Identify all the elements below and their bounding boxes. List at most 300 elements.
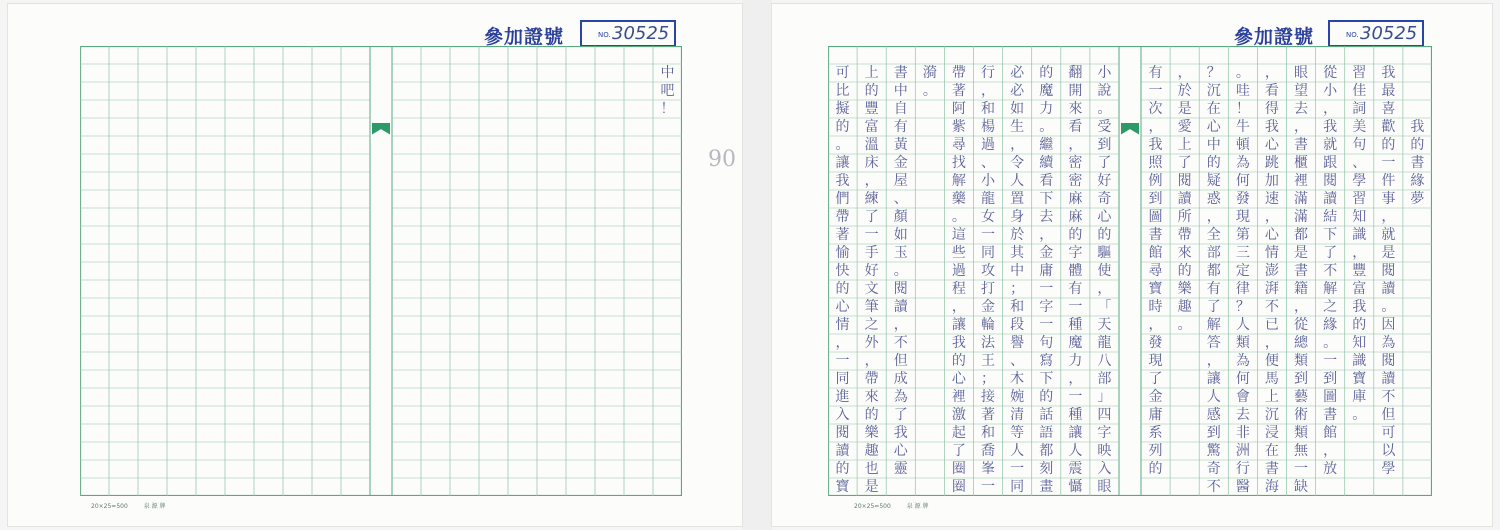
handwritten-char: 和 <box>981 100 996 117</box>
grid-format: 20×25=500 <box>854 503 891 510</box>
text-column <box>1199 46 1228 496</box>
handwritten-char: 行 <box>1235 460 1250 477</box>
handwritten-char: 系 <box>1148 424 1163 441</box>
handwritten-char: 於 <box>1010 226 1025 243</box>
handwritten-char: 解 <box>951 172 966 189</box>
handwritten-char: 說 <box>1097 82 1112 99</box>
handwritten-char: 哇 <box>1235 82 1250 99</box>
handwritten-char: 的 <box>835 460 850 477</box>
handwritten-char: 無 <box>1294 442 1309 459</box>
handwritten-char: 有 <box>893 118 908 135</box>
participant-number: 30525 <box>612 23 670 44</box>
handwritten-char: 玉 <box>893 244 908 261</box>
text-column <box>1345 46 1374 496</box>
handwritten-char: 清 <box>1010 406 1025 423</box>
handwritten-char: 不 <box>1323 262 1338 279</box>
text-column <box>1316 46 1345 496</box>
handwritten-char: ？ <box>1235 298 1250 315</box>
handwritten-char: 為 <box>1381 334 1396 351</box>
handwritten-char: 喜 <box>1381 100 1396 117</box>
handwritten-char: 有 <box>1068 280 1083 297</box>
handwritten-char: 歡 <box>1381 118 1396 135</box>
handwritten-char: ， <box>981 82 996 99</box>
handwritten-char: 術 <box>1294 406 1309 423</box>
handwritten-char: ， <box>1206 208 1221 225</box>
handwritten-char: 著 <box>951 82 966 99</box>
handwritten-char: 的 <box>1039 388 1054 405</box>
handwritten-char: ； <box>981 370 996 387</box>
grid-format: 20×25=500 <box>91 503 128 510</box>
handwritten-char: 女 <box>981 208 996 225</box>
handwritten-char: ， <box>1294 298 1309 315</box>
handwritten-char: 澎 <box>1264 262 1279 279</box>
handwritten-char: 讓 <box>1068 424 1083 441</box>
handwritten-char: 我 <box>1264 118 1279 135</box>
handwritten-char: 滿 <box>1294 208 1309 225</box>
participant-number-label: 參加證號 <box>484 26 565 48</box>
handwritten-char: 豐 <box>864 100 879 117</box>
text-column <box>1003 46 1032 496</box>
handwritten-char: 我 <box>893 424 908 441</box>
handwritten-char: 閱 <box>1323 172 1338 189</box>
handwritten-char: 書 <box>893 64 908 81</box>
handwritten-char: 著 <box>981 406 996 423</box>
handwritten-char: 去 <box>1039 208 1054 225</box>
text-column <box>1287 46 1316 496</box>
handwritten-char: 疑 <box>1206 172 1221 189</box>
handwritten-char: 讓 <box>951 316 966 333</box>
handwritten-char: 圈 <box>951 460 966 477</box>
handwritten-char: 放 <box>1323 460 1338 477</box>
handwritten-char: 馬 <box>1264 370 1279 387</box>
handwritten-char: 懾 <box>1068 478 1083 495</box>
handwritten-char: 了 <box>1148 370 1163 387</box>
text-column <box>944 46 973 496</box>
handwritten-char: 發 <box>1148 334 1163 351</box>
handwritten-char: 裡 <box>951 388 966 405</box>
handwritten-char: ？ <box>1206 64 1221 81</box>
handwritten-char: 金 <box>1039 244 1054 261</box>
handwritten-char: ！ <box>1235 100 1250 117</box>
handwritten-char: 「 <box>1097 298 1112 315</box>
handwritten-char: 閱 <box>1177 172 1192 189</box>
handwritten-char: 人 <box>1010 442 1025 459</box>
handwritten-char: 結 <box>1323 208 1338 225</box>
handwritten-char: ， <box>1177 64 1192 81</box>
handwritten-char: 速 <box>1264 190 1279 207</box>
handwritten-char: 奇 <box>1206 460 1221 477</box>
handwritten-char: 趣 <box>864 442 879 459</box>
handwritten-char: 小 <box>981 172 996 189</box>
handwritten-char: 峯 <box>981 460 996 477</box>
handwritten-char: 天 <box>1097 316 1112 333</box>
handwritten-char: 一 <box>1068 298 1083 315</box>
sheet-footer <box>854 501 929 510</box>
handwritten-char: 寶 <box>1352 370 1367 387</box>
handwritten-char: 浸 <box>1264 424 1279 441</box>
handwritten-char: 就 <box>1323 136 1338 153</box>
paper-brand: 泉 源 牌 <box>143 503 166 510</box>
handwritten-char: 寶 <box>1148 280 1163 297</box>
handwritten-char: ， <box>835 334 850 351</box>
handwritten-char: 金 <box>893 154 908 171</box>
handwritten-char: 驅 <box>1097 244 1112 261</box>
handwritten-char: 上 <box>1264 388 1279 405</box>
handwritten-char: 一 <box>1148 82 1163 99</box>
handwritten-char: 床 <box>864 154 879 171</box>
handwritten-char: ， <box>1323 442 1338 459</box>
handwritten-char: 文 <box>864 280 879 297</box>
handwritten-char: 了 <box>864 208 879 225</box>
handwritten-char: 樂 <box>864 424 879 441</box>
handwritten-char: 便 <box>1264 352 1279 369</box>
handwritten-char: 帶 <box>951 64 966 81</box>
handwritten-char: 都 <box>1294 226 1309 243</box>
handwritten-char: 看 <box>1039 172 1054 189</box>
handwritten-char: 四 <box>1097 406 1112 423</box>
handwritten-char: 帶 <box>835 208 850 225</box>
handwritten-char: 不 <box>1381 388 1396 405</box>
handwritten-char: 一 <box>1323 352 1338 369</box>
handwritten-char: 豐 <box>1352 262 1367 279</box>
handwritten-char: 是 <box>1381 244 1396 261</box>
handwritten-char: 洲 <box>1235 442 1250 459</box>
handwritten-char: 列 <box>1148 442 1163 459</box>
participant-number: 30525 <box>1360 23 1418 44</box>
handwritten-char: 學 <box>1381 460 1396 477</box>
handwritten-char: 小 <box>1097 64 1112 81</box>
handwritten-char: 心 <box>835 298 850 315</box>
handwritten-char: 在 <box>1264 442 1279 459</box>
handwritten-char: 的 <box>864 406 879 423</box>
handwritten-char: 我 <box>1410 118 1425 135</box>
handwritten-char: 都 <box>1039 442 1054 459</box>
handwritten-char: 手 <box>864 244 879 261</box>
handwritten-char: 、 <box>1010 352 1025 369</box>
handwritten-char: 富 <box>1352 280 1367 297</box>
handwritten-char: 過 <box>951 262 966 279</box>
handwritten-char: 我 <box>951 334 966 351</box>
answer-sheet-page-1 <box>772 4 1492 526</box>
handwritten-char: 為 <box>1235 154 1250 171</box>
handwritten-char: 驚 <box>1206 442 1221 459</box>
handwritten-char: 。 <box>1039 118 1054 135</box>
handwritten-char: 一 <box>981 478 996 495</box>
handwritten-char: 閱 <box>893 280 908 297</box>
handwritten-char: 我 <box>1381 64 1396 81</box>
text-column <box>974 46 1003 496</box>
handwritten-char: ， <box>1323 100 1338 117</box>
handwritten-char: 麻 <box>1068 190 1083 207</box>
handwritten-char: 心 <box>1264 136 1279 153</box>
handwritten-char: 。 <box>1381 298 1396 315</box>
handwritten-char: 寫 <box>1039 352 1054 369</box>
handwritten-char: 過 <box>981 136 996 153</box>
handwritten-char: 湃 <box>1264 280 1279 297</box>
handwritten-char: ， <box>1148 316 1163 333</box>
handwritten-char: 下 <box>1039 190 1054 207</box>
handwritten-char: 段 <box>1010 316 1025 333</box>
handwritten-char: ， <box>1264 334 1279 351</box>
handwritten-char: 同 <box>981 244 996 261</box>
handwritten-char: 庸 <box>1039 262 1054 279</box>
handwritten-char: 到 <box>1148 190 1163 207</box>
handwritten-char: 練 <box>864 190 879 207</box>
handwritten-char: 所 <box>1177 208 1192 225</box>
text-column <box>653 46 682 496</box>
handwritten-char: 的 <box>1381 136 1396 153</box>
handwritten-char: 進 <box>835 388 850 405</box>
handwritten-char: ， <box>1381 208 1396 225</box>
handwritten-char: ； <box>1010 280 1025 297</box>
handwritten-char: 中 <box>660 64 675 81</box>
handwritten-char: 部 <box>1097 370 1112 387</box>
handwritten-char: 之 <box>864 316 879 333</box>
handwritten-char: 尋 <box>951 136 966 153</box>
handwritten-char: 發 <box>1235 190 1250 207</box>
handwritten-char: 如 <box>1010 100 1025 117</box>
handwritten-char: 圈 <box>951 478 966 495</box>
handwritten-char: 。 <box>1097 100 1112 117</box>
handwritten-char: ， <box>864 352 879 369</box>
handwritten-char: 解 <box>1206 316 1221 333</box>
handwritten-char: 等 <box>1010 424 1025 441</box>
handwritten-char: 一 <box>981 226 996 243</box>
handwritten-char: 種 <box>1068 406 1083 423</box>
handwritten-char: 不 <box>893 334 908 351</box>
handwritten-char: 使 <box>1097 262 1112 279</box>
handwritten-char: 激 <box>951 406 966 423</box>
handwritten-char: 快 <box>835 262 850 279</box>
handwritten-char: 的 <box>1148 460 1163 477</box>
handwritten-char: 事 <box>1381 190 1396 207</box>
handwritten-char: 。 <box>951 208 966 225</box>
handwritten-char: 輪 <box>981 316 996 333</box>
handwritten-char: 字 <box>1068 244 1083 261</box>
handwritten-char: 。 <box>835 136 850 153</box>
handwritten-char: 溫 <box>864 136 879 153</box>
handwritten-char: 了 <box>893 406 908 423</box>
handwritten-char: 眼 <box>1097 478 1112 495</box>
handwritten-char: 和 <box>1010 298 1025 315</box>
handwritten-char: 來 <box>1177 244 1192 261</box>
handwritten-char: 愛 <box>1177 118 1192 135</box>
handwritten-char: 繼 <box>1039 136 1054 153</box>
participant-number-box <box>1328 20 1424 47</box>
handwritten-char: 種 <box>1068 316 1083 333</box>
handwritten-char: 答 <box>1206 334 1221 351</box>
handwritten-char: 、 <box>1352 154 1367 171</box>
handwritten-char: 畫 <box>1039 478 1054 495</box>
handwritten-char: 趣 <box>1177 298 1192 315</box>
handwritten-char: 、 <box>893 190 908 207</box>
handwritten-char: 。 <box>1177 316 1192 333</box>
handwritten-char: 翻 <box>1068 64 1083 81</box>
handwritten-char: 阿 <box>951 100 966 117</box>
handwritten-char: 眼 <box>1294 64 1309 81</box>
handwritten-char: 外 <box>864 334 879 351</box>
handwritten-char: 跳 <box>1264 154 1279 171</box>
handwritten-char: 識 <box>1352 352 1367 369</box>
handwritten-char: 心 <box>951 370 966 387</box>
handwritten-char: 中 <box>1206 136 1221 153</box>
handwritten-char: 是 <box>1177 100 1192 117</box>
handwritten-char: 可 <box>835 64 850 81</box>
handwritten-char: 書 <box>1323 406 1338 423</box>
handwritten-char: 不 <box>1206 478 1221 495</box>
handwritten-char: 讀 <box>893 298 908 315</box>
handwritten-char: 一 <box>1381 154 1396 171</box>
handwritten-char: ， <box>864 172 879 189</box>
handwritten-char: 我 <box>1323 118 1338 135</box>
handwritten-char: 照 <box>1148 154 1163 171</box>
handwritten-char: 尋 <box>1148 262 1163 279</box>
handwritten-char: 是 <box>864 478 879 495</box>
handwritten-char: 比 <box>835 82 850 99</box>
handwritten-char: 例 <box>1148 172 1163 189</box>
handwritten-char: 入 <box>1097 460 1112 477</box>
text-column <box>1170 46 1199 496</box>
manuscript-grid <box>828 46 1432 496</box>
participant-number-label: 參加證號 <box>1234 26 1315 48</box>
handwritten-char: 得 <box>1264 100 1279 117</box>
handwritten-char: 佳 <box>1352 82 1367 99</box>
handwritten-char: ， <box>1097 280 1112 297</box>
handwritten-char: 王 <box>981 352 996 369</box>
handwritten-char: ， <box>893 316 908 333</box>
handwritten-char: 之 <box>1323 298 1338 315</box>
text-column <box>1403 46 1432 496</box>
handwritten-char: 籍 <box>1294 280 1309 297</box>
handwritten-char: 也 <box>864 460 879 477</box>
handwritten-char: ， <box>1352 244 1367 261</box>
handwritten-char: 寶 <box>835 478 850 495</box>
handwritten-char: 到 <box>1323 370 1338 387</box>
handwritten-char: 人 <box>1206 388 1221 405</box>
handwritten-char: 加 <box>1264 172 1279 189</box>
handwritten-char: 會 <box>1235 388 1250 405</box>
handwritten-char: ， <box>951 298 966 315</box>
handwritten-char: 下 <box>1323 226 1338 243</box>
handwritten-char: 法 <box>981 334 996 351</box>
text-column <box>1061 46 1090 496</box>
handwritten-char: 一 <box>1039 316 1054 333</box>
handwritten-char: 定 <box>1235 262 1250 279</box>
handwritten-char: 惑 <box>1206 190 1221 207</box>
handwritten-char: 何 <box>1235 172 1250 189</box>
text-column <box>1090 46 1119 496</box>
handwritten-char: 詞 <box>1352 100 1367 117</box>
handwritten-char: 書 <box>1294 262 1309 279</box>
handwritten-char: 現 <box>1148 352 1163 369</box>
handwritten-char: 一 <box>1068 388 1083 405</box>
handwritten-char: 書 <box>1148 226 1163 243</box>
grader-mark: 90 <box>708 147 736 172</box>
handwritten-char: 。 <box>1352 406 1367 423</box>
handwritten-char: 婉 <box>1010 388 1025 405</box>
handwritten-char: 上 <box>864 64 879 81</box>
text-column <box>828 46 857 496</box>
handwritten-char: 的 <box>1177 262 1192 279</box>
handwritten-char: 到 <box>1206 424 1221 441</box>
handwritten-char: 刻 <box>1039 460 1054 477</box>
manuscript-grid <box>80 46 682 496</box>
no-label: NO. <box>598 31 611 39</box>
handwritten-char: 感 <box>1206 406 1221 423</box>
handwritten-char: 館 <box>1323 424 1338 441</box>
handwritten-char: 帶 <box>864 370 879 387</box>
handwritten-char: 必 <box>1010 82 1025 99</box>
handwritten-char: 去 <box>1294 100 1309 117</box>
handwritten-char: 黃 <box>893 136 908 153</box>
handwritten-char: 。 <box>1323 334 1338 351</box>
handwritten-char: 顏 <box>893 208 908 225</box>
handwritten-char: 沉 <box>1206 82 1221 99</box>
handwritten-char: ， <box>1206 352 1221 369</box>
handwritten-char: 筆 <box>864 298 879 315</box>
handwritten-char: 類 <box>1235 334 1250 351</box>
handwritten-char: 八 <box>1097 352 1112 369</box>
handwritten-char: 開 <box>1068 82 1083 99</box>
handwritten-char: 靈 <box>893 460 908 477</box>
handwritten-char: 心 <box>893 442 908 459</box>
handwritten-char: 一 <box>1294 460 1309 477</box>
handwritten-char: 龍 <box>981 190 996 207</box>
handwritten-char: 找 <box>951 154 966 171</box>
handwritten-char: ， <box>1294 118 1309 135</box>
handwritten-char: 的 <box>1039 64 1054 81</box>
handwritten-char: 富 <box>864 118 879 135</box>
handwritten-char: 閱 <box>835 424 850 441</box>
handwritten-char: 識 <box>1352 226 1367 243</box>
handwritten-char: 閱 <box>1381 352 1396 369</box>
handwritten-char: 來 <box>1068 100 1083 117</box>
handwritten-char: 力 <box>1068 352 1083 369</box>
handwritten-char: 續 <box>1039 154 1054 171</box>
handwritten-char: 木 <box>1010 370 1025 387</box>
handwritten-char: 律 <box>1235 280 1250 297</box>
handwritten-char: 密 <box>1068 172 1083 189</box>
handwritten-char: 部 <box>1206 244 1221 261</box>
handwritten-char: 起 <box>951 424 966 441</box>
handwritten-char: 讓 <box>1206 370 1221 387</box>
handwritten-char: 心 <box>1097 208 1112 225</box>
handwritten-char: 。 <box>922 82 937 99</box>
handwritten-char: 映 <box>1097 442 1112 459</box>
handwritten-char: 的 <box>1352 316 1367 333</box>
handwritten-char: 件 <box>1381 172 1396 189</box>
handwritten-char: 樂 <box>1177 280 1192 297</box>
handwritten-char: 讀 <box>1323 190 1338 207</box>
handwritten-char: 可 <box>1381 424 1396 441</box>
handwritten-char: 全 <box>1206 226 1221 243</box>
no-label: NO. <box>1346 31 1359 39</box>
handwritten-char: 如 <box>893 226 908 243</box>
handwritten-char: ， <box>1264 64 1279 81</box>
handwritten-char: 裡 <box>1294 172 1309 189</box>
handwritten-char: 類 <box>1294 424 1309 441</box>
handwritten-char: 了 <box>1323 244 1338 261</box>
handwritten-char: 吧 <box>660 82 675 99</box>
text-column <box>1141 46 1170 496</box>
handwritten-char: 類 <box>1294 352 1309 369</box>
handwritten-char: ， <box>1148 118 1163 135</box>
handwritten-char: 在 <box>1206 100 1221 117</box>
handwritten-char: 魔 <box>1039 82 1054 99</box>
handwritten-char: 看 <box>1068 118 1083 135</box>
participant-number-box <box>580 20 676 47</box>
handwritten-char: 不 <box>1264 298 1279 315</box>
